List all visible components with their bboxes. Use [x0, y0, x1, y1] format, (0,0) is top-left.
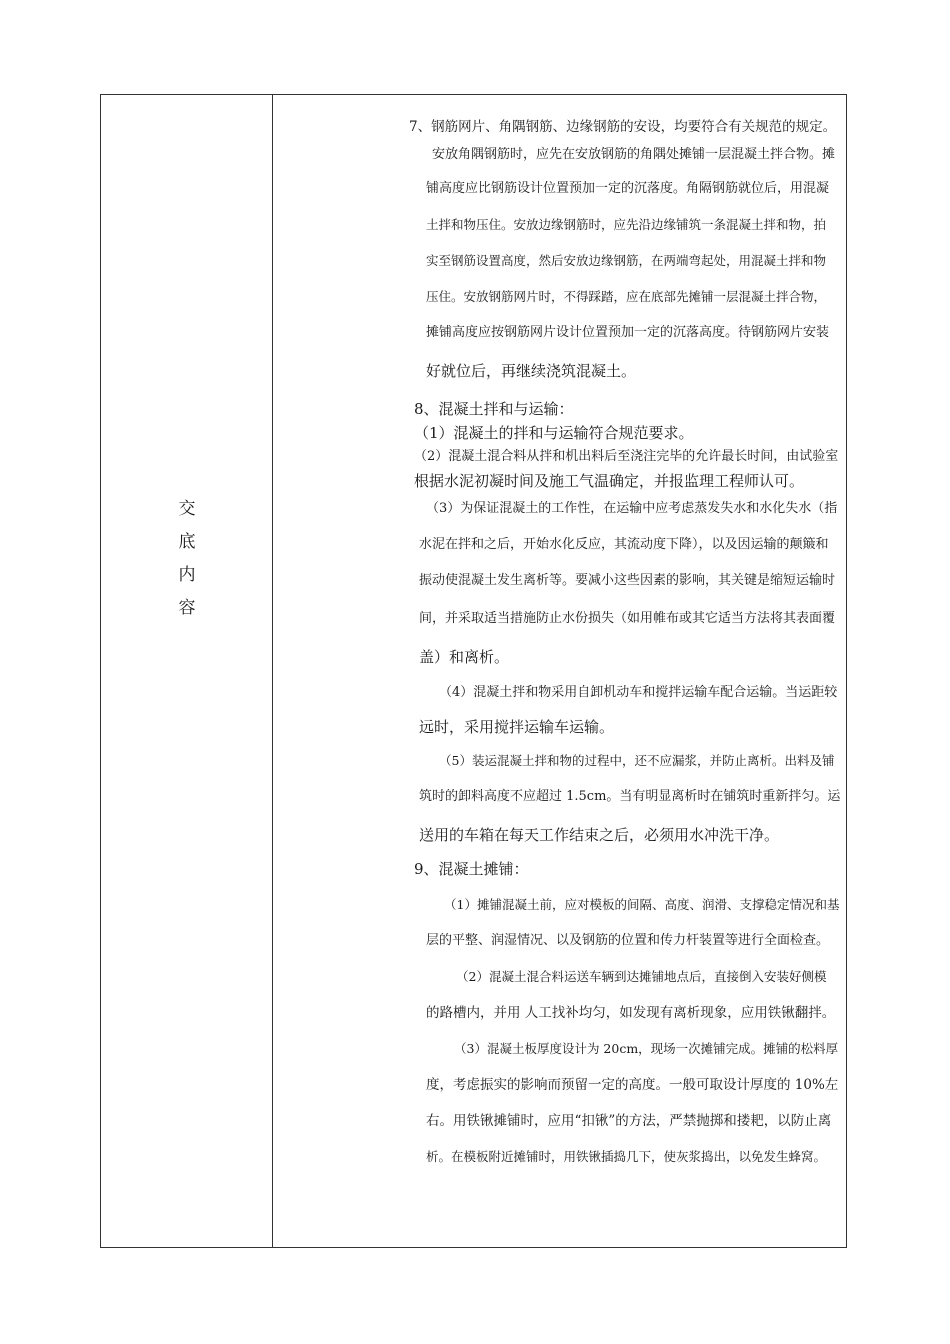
paragraph-line: 土拌和物压住。安放边缘钢筋时，应先沿边缘铺筑一条混凝土拌和物，拍: [426, 217, 827, 232]
paragraph-line: （3）混凝土板厚度设计为 20cm，现场一次摊铺完成。摊铺的松料厚: [454, 1041, 839, 1056]
paragraph-line: （2）混凝土混合料从拌和机出料后至浇注完毕的允许最长时间，由试验室: [414, 449, 839, 464]
paragraph-line: 铺高度应比钢筋设计位置预加一定的沉落度。角隔钢筋就位后，用混凝: [426, 181, 830, 196]
paragraph-line: 7、钢筋网片、角隅钢筋、边缘钢筋的安设，均要符合有关规范的规定。: [409, 119, 837, 135]
label-char: 底: [178, 532, 196, 552]
paragraph-line: 安放角隅钢筋时，应先在安放钢筋的角隅处摊铺一层混凝土拌合物。摊: [432, 147, 836, 162]
label-char: 内: [178, 565, 196, 585]
paragraph-line: 筑时的卸料高度不应超过 1.5cm。当有明显离析时在铺筑时重新拌匀。运: [419, 789, 841, 804]
paragraph-line: 水泥在拌和之后，开始水化反应，其流动度下降），以及因运输的颠簸和: [419, 537, 829, 552]
paragraph-line: 好就位后，再继续浇筑混凝土。: [426, 362, 637, 380]
paragraph-line: （2）混凝土混合料运送车辆到达摊铺地点后，直接倒入安装好侧模: [456, 969, 827, 984]
paragraph-line: 的路槽内，并用 人工找补均匀，如发现有离析现象，应用铁锹翻拌。: [426, 1005, 836, 1021]
paragraph-line: 摊铺高度应按钢筋网片设计位置预加一定的沉落高度。待钢筋网片安装: [426, 325, 830, 340]
paragraph-line: （1）摊铺混凝土前，应对模板的间隔、高度、润滑、支撑稳定情况和基: [444, 897, 840, 912]
paragraph-line: 振动使混凝土发生离析等。要减小这些因素的影响，其关键是缩短运输时: [419, 573, 836, 588]
paragraph-line: 8、混凝土拌和与运输：: [414, 400, 574, 418]
label-char: 容: [178, 598, 196, 618]
paragraph-line: 度，考虑振实的影响而预留一定的高度。一般可取设计厚度的 10%左: [426, 1077, 839, 1093]
paragraph-line: 远时，采用搅拌运输车运输。: [419, 718, 615, 736]
paragraph-line: 实至钢筋设置高度，然后安放边缘钢筋，在两端弯起处，用混凝土拌和物: [426, 253, 827, 268]
paragraph-line: 层的平整、润湿情况、以及钢筋的位置和传力杆装置等进行全面检查。: [426, 933, 830, 948]
paragraph-line: 压住。安放钢筋网片时，不得踩踏，应在底部先摊铺一层混凝土拌合物，: [426, 289, 827, 304]
paragraph-line: （3）为保证混凝土的工作性，在运输中应考虑蒸发失水和水化失水（指: [426, 501, 838, 516]
paragraph-line: 间，并采取适当措施防止水份损失（如用帷布或其它适当方法将其表面覆: [419, 611, 836, 626]
paragraph-line: （1）混凝土的拌和与运输符合规范要求。: [414, 424, 694, 442]
label-char: 交: [178, 499, 196, 519]
paragraph-line: 右。用铁锹摊铺时，应用“扣锹”的方法，严禁抛掷和搂耙，以防止离: [426, 1113, 832, 1129]
paragraph-line: 盖）和离析。: [419, 648, 510, 666]
content-column: [274, 95, 848, 1247]
paragraph-line: 根据水泥初凝时间及施工气温确定，并报监理工程师认可。: [414, 472, 805, 490]
disclosure-content-label: [101, 493, 273, 625]
paragraph-line: （4）混凝土拌和物采用自卸机动车和搅拌运输车配合运输。当运距较: [439, 685, 838, 700]
disclosure-table: [100, 94, 847, 1248]
paragraph-line: 送用的车箱在每天工作结束之后，必须用水冲洗干净。: [419, 826, 780, 844]
label-column: [101, 95, 273, 1247]
paragraph-line: 9、混凝土摊铺：: [414, 860, 529, 878]
paragraph-line: （5）装运混凝土拌和物的过程中，还不应漏浆，并防止离析。出料及铺: [439, 753, 835, 768]
paragraph-line: 析。在模板附近摊铺时，用铁锹插捣几下，使灰浆捣出，以免发生蜂窝。: [426, 1149, 827, 1164]
